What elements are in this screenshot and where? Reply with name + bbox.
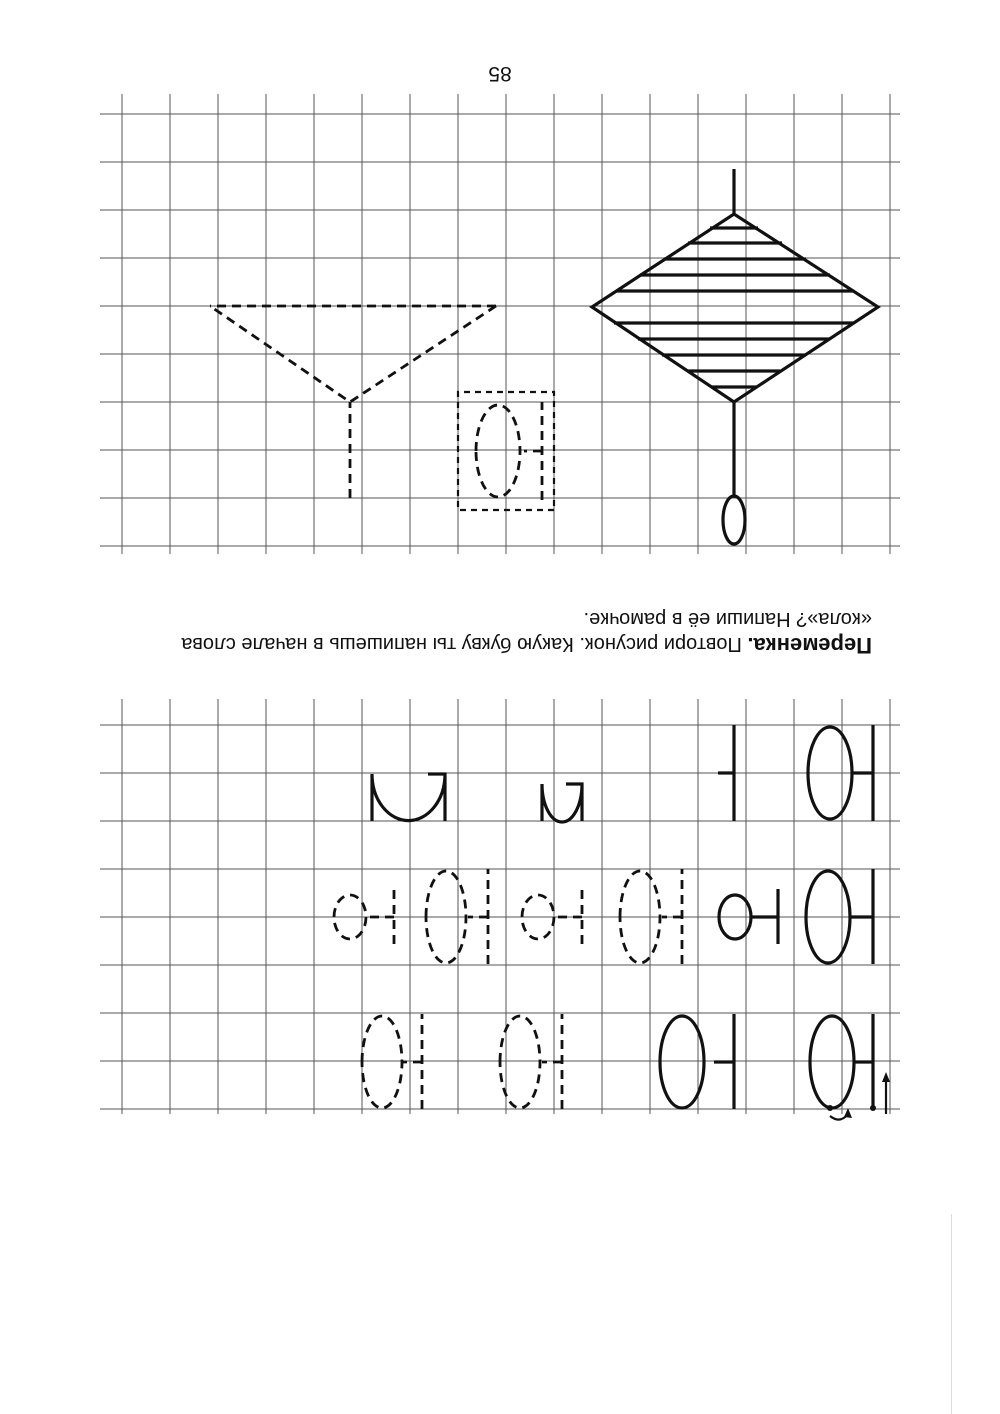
instruction-text: Повтори рисунок. Какую букву ты напишешь в начале слова «кола»? Напиши её в рамочке. [181,608,872,655]
instruction-title: Переменка. [747,633,872,658]
kite-diamond [592,214,878,402]
page-number: 85 [488,62,512,85]
instruction-block [112,606,872,658]
kite-tail-ellipse [723,496,745,544]
